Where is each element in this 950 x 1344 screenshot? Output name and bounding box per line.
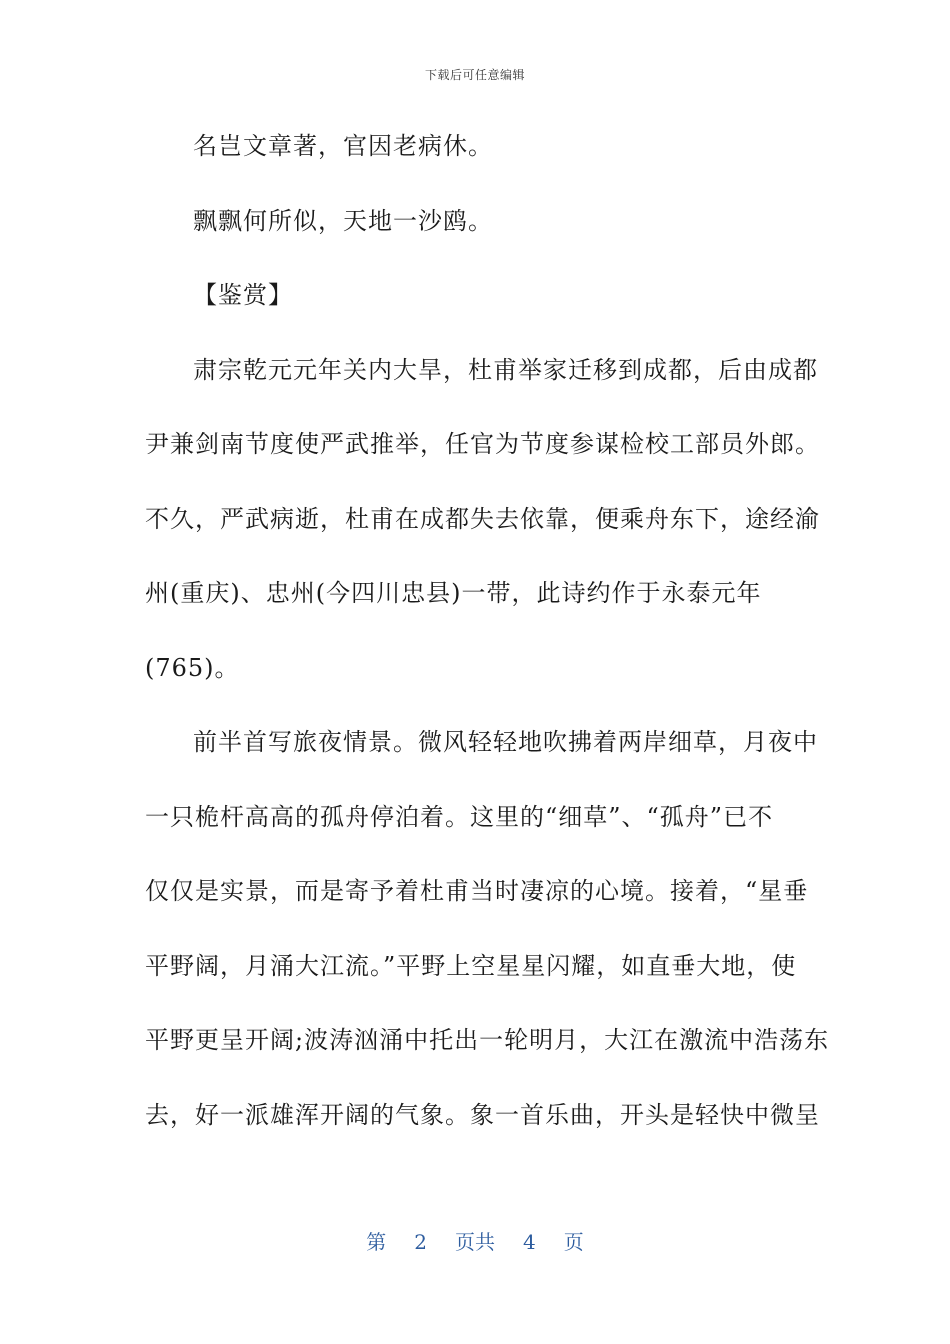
page-prefix: 第 bbox=[366, 1230, 387, 1254]
section-heading-appreciation: 【鉴赏】 bbox=[193, 281, 293, 309]
paragraph-line: 州(重庆)、忠州(今四川忠县)一带，此诗约作于永泰元年 bbox=[145, 579, 762, 607]
current-page-number: 2 bbox=[414, 1230, 427, 1254]
paragraph-line: 尹兼剑南节度使严武推举，任官为节度参谋检校工部员外郎。 bbox=[145, 430, 820, 458]
page-mid-text: 页共 bbox=[455, 1230, 495, 1254]
paragraph-line: 前半首写旅夜情景。微风轻轻地吹拂着两岸细草，月夜中 bbox=[193, 728, 818, 756]
paragraph-line: 去，好一派雄浑开阔的气象。象一首乐曲，开头是轻快中微呈 bbox=[145, 1101, 820, 1129]
paragraph-line: 平野阔，月涌大江流。”平野上空星星闪耀，如直垂大地，使 bbox=[145, 952, 797, 980]
paragraph-line: 平野更呈开阔;波涛汹涌中托出一轮明月，大江在激流中浩荡东 bbox=[145, 1026, 830, 1054]
paragraph-line: 不久，严武病逝，杜甫在成都失去依靠，便乘舟东下，途经渝 bbox=[145, 505, 820, 533]
page-suffix: 页 bbox=[563, 1230, 584, 1254]
paragraph-line: (765)。 bbox=[145, 654, 240, 682]
poem-line-2: 飘飘何所似，天地一沙鸥。 bbox=[193, 207, 493, 235]
total-pages-number: 4 bbox=[523, 1230, 536, 1254]
poem-line-1: 名岂文章著，官因老病休。 bbox=[193, 132, 493, 160]
paragraph-line: 肃宗乾元元年关内大旱，杜甫举家迁移到成都，后由成都 bbox=[193, 356, 818, 384]
page-number-footer bbox=[0, 1226, 950, 1255]
paragraph-line: 仅仅是实景，而是寄予着杜甫当时凄凉的心境。接着，“星垂 bbox=[145, 877, 809, 905]
page-header-note: 下载后可任意编辑 bbox=[424, 68, 525, 82]
paragraph-line: 一只桅杆高高的孤舟停泊着。这里的“细草”、“孤舟”已不 bbox=[145, 803, 774, 831]
